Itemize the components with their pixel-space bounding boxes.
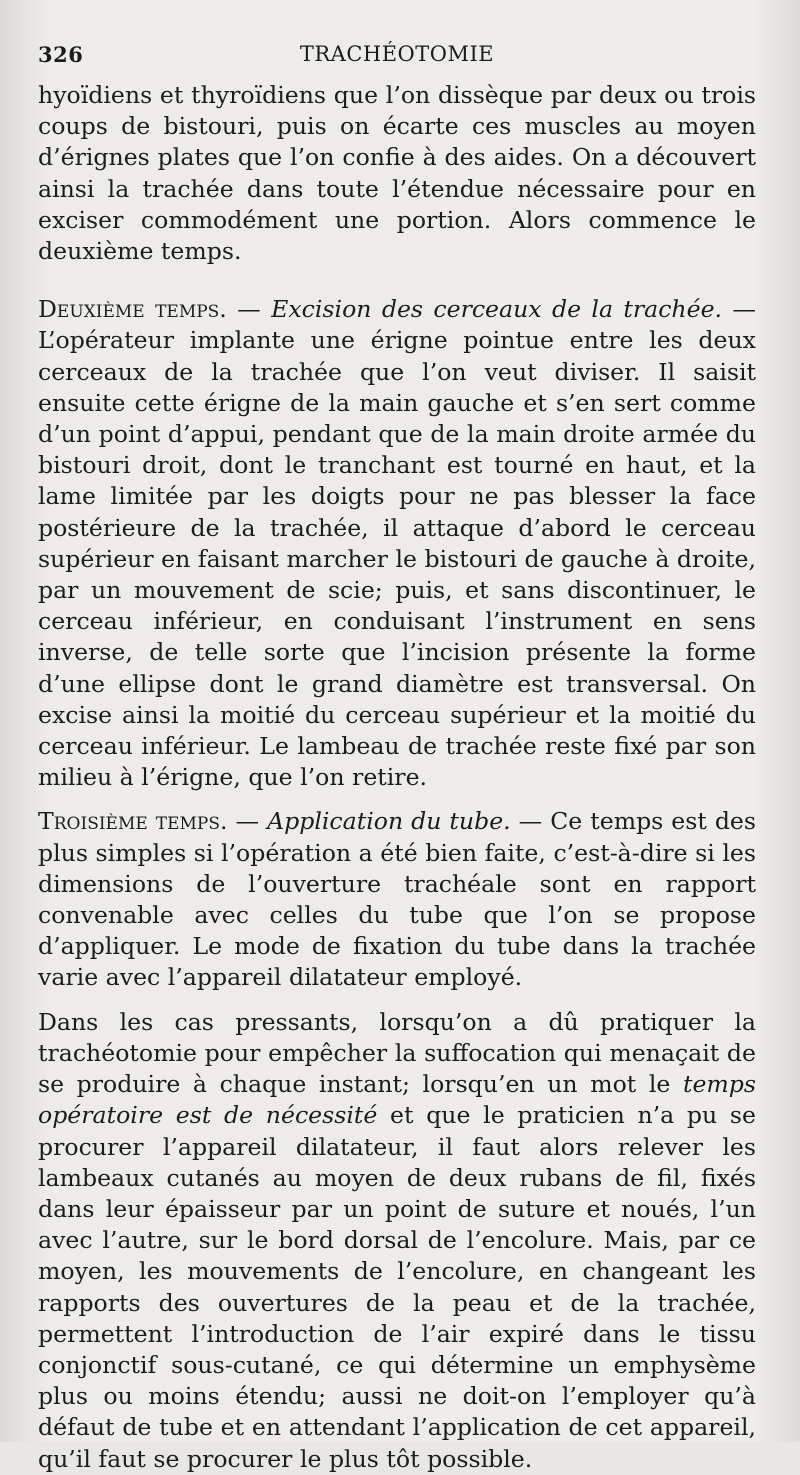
section-title: Excision des cerceaux de la trachée. [271,295,723,324]
paragraph-cas-pressants [38,1007,756,1475]
section-heading: Troisième temps. — [38,807,268,836]
page-body [38,80,756,1475]
paragraph-text: et que le praticien n’a pu se procurer l’appareil dilatateur, il faut alors relever les lambeaux cutanés au moyen de deux rubans de fil, fixés dans leur épaisseur par un point de suture et noués, l’un avec l’autre, sur le bord dorsal de l’encolure. Mais, par ce moyen, les mouvements de l’encolure, en changeant les rapports des ouvertures de la peau et de la trachée, permettent l’introduction de l’air expiré dans le tissu conjonctif sous-cutané, ce qui détermine un emphysème plus ou moins étendu; aussi ne doit-on l’employer qu’à défaut de tube et en attendant l’application de cet appareil, qu’il faut se procurer le plus tôt possible. [38,1101,756,1473]
paragraph-text: Dans les cas pressants, lorsqu’on a dû pratiquer la trachéotomie pour empêcher la suffocation qui menaçait de se produire à chaque instant; lorsqu’en un mot le [38,1007,756,1099]
running-head: TRACHÉOTOMIE [299,42,495,66]
paragraph-text: — L’opérateur implante une érigne pointue entre les deux cerceaux de la trachée que l’on veut diviser. Il saisit ensuite cette érigne de la main gauche et s’en sert comme d’un point d’appui, pendant que de la main droite armée du bistouri droit, dont le tranchant est tourné en haut, et la lame limitée par les doigts pour ne pas blesser la face postérieure de la trachée, il attaque d’abord le cerceau supérieur en faisant marcher le bistouri de gauche à droite, par un mouvement de scie; puis, et sans discontinuer, le cerceau inférieur, en conduisant l’instrument en sens inverse, de telle sorte que l’incision présente la forme d’une ellipse dont le grand diamètre est transversal. On excise ainsi la moitié du cerceau supérieur et la moitié du cerceau inférieur. Le lambeau de trachée reste fixé par son milieu à l’érigne, que l’on retire. [38,295,757,792]
paragraph-text: hyoïdiens et thyroïdiens que l’on dissèque par deux ou trois coups de bistouri, puis on écarte ces muscles au moyen d’érignes plates que l’on confie à des aides. On a découvert ainsi la trachée dans toute l’étendue nécessaire pour en exciser commodément une portion. Alors commence le deuxième temps. [38,81,756,266]
section-heading: Deuxième temps. — [38,295,272,324]
paragraph-troisieme-temps [38,806,756,993]
paragraph-intro [38,80,756,267]
page-header [38,36,756,80]
section-title: Application du tube. [267,807,511,836]
paragraph-text: — Ce temps est des plus simples si l’opération a été bien faite, c’est-à-dire si les dimensions de l’ouverture trachéale sont en rapport convenable avec celles du tube que l’on se propose d’appliquer. Le mode de fixation du tube dans la trachée varie avec l’appareil dilatateur employé. [38,807,756,992]
paragraph-deuxieme-temps [38,294,756,793]
page-number: 326 [38,42,84,67]
italic-phrase: temps opératoire est de nécessité [38,1070,756,1130]
